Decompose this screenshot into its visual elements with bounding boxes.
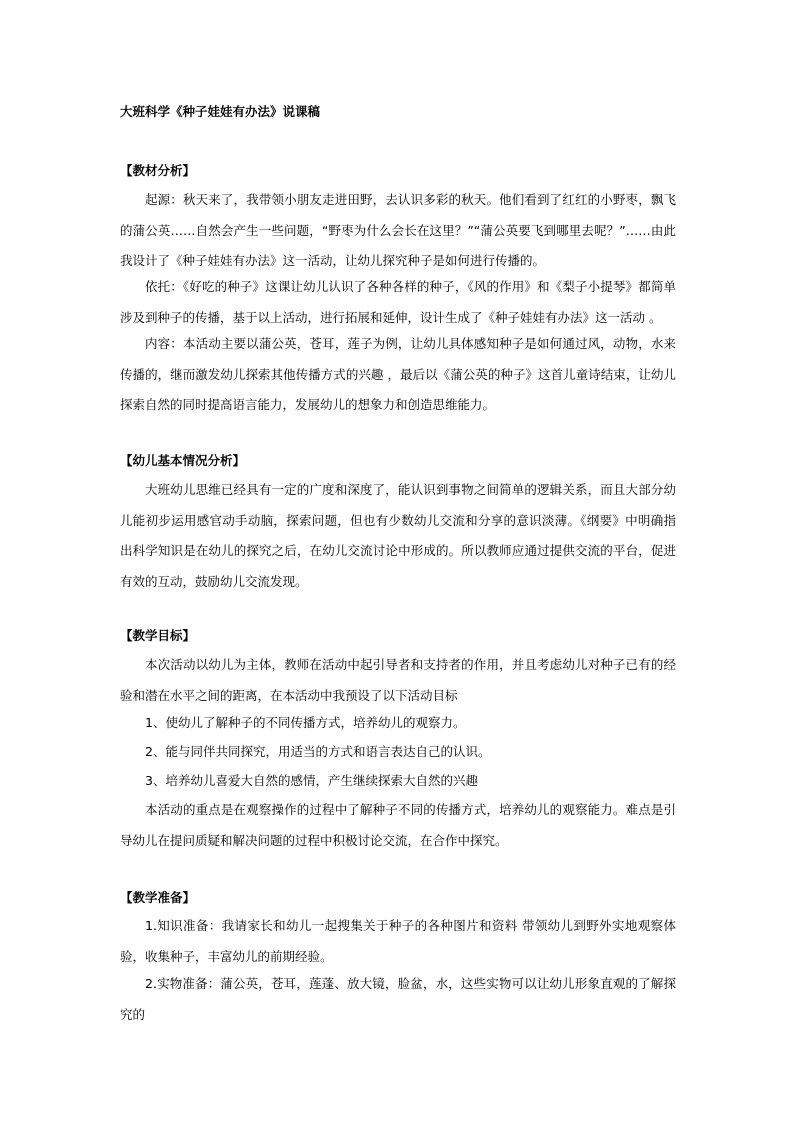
goal-item: 1、使幼儿了解种子的不同传播方式，培养幼儿的观察力。 (145, 715, 466, 730)
paragraph-origin: 起源：秋天来了，我带领小朋友走进田野，去认识多彩的秋天。他们看到了红红的小野枣，飘飞的蒲公英……自然会产生一些问题，“野枣为什么会长在这里？”“蒲公英要飞到哪里去呢？”……由此我设计了《种子娃娃有办法》这一活动，让幼儿探究种子是如何进行传播的。 (120, 192, 676, 268)
section-heading-teaching-goals: 【教学目标】 (120, 628, 196, 643)
paragraph-children-situation: 大班幼儿思维已经具有一定的广度和深度了，能认识到事物之间简单的逻辑关系，而且大部分幼儿能初步运用感官动手动脑，探索问题，但也有少数幼儿交流和分享的意识淡薄。《纲要》中明确指出科学知识是在幼儿的探究之后，在幼儿交流讨论中形成的。所以教师应通过提供交流的平台，促进有效的互动，鼓励幼儿交流发现。 (120, 482, 676, 589)
goal-item: 3、培养幼儿喜爱大自然的感情，产生继续探索大自然的兴趣 (145, 773, 478, 788)
goal-item: 2、能与同伴共同探究，用适当的方式和语言表达自己的认识。 (145, 744, 491, 759)
paragraph-basis: 依托：《好吃的种子》这课让幼儿认识了各种各样的种子，《风的作用》和《梨子小提琴》都简单涉及到种子的传播，基于以上活动，进行拓展和延伸，设计生成了《种子娃娃有办法》这一活动 。 (120, 279, 676, 325)
section-heading-teaching-preparation: 【教学准备】 (120, 890, 196, 905)
section-heading-children-analysis: 【幼儿基本情况分析】 (120, 453, 246, 468)
document-title: 大班科学《种子娃娃有办法》说课稿 (120, 104, 321, 119)
paragraph-goals-intro: 本次活动以幼儿为主体，教师在活动中起引导者和支持者的作用，并且考虑幼儿对种子已有的经验和潜在水平之间的距离，在本活动中我预设了以下活动目标 (120, 657, 676, 703)
paragraph-material-preparation: 2.实物准备：蒲公英，苍耳，莲蓬、放大镜，脸盆，水，这些实物可以让幼儿形象直观的了解探究的 (120, 976, 676, 1022)
section-heading-textbook-analysis: 【教材分析】 (120, 163, 196, 178)
paragraph-knowledge-preparation: 1.知识准备：我请家长和幼儿一起搜集关于种子的各种图片和资料 带领幼儿到野外实地观察体验，收集种子，丰富幼儿的前期经验。 (120, 918, 676, 964)
paragraph-key-points: 本活动的重点是在观察操作的过程中了解种子不同的传播方式，培养幼儿的观察能力。难点是引导幼儿在提问质疑和解决问题的过程中积极讨论交流，在合作中探究。 (120, 802, 676, 848)
paragraph-content: 内容：本活动主要以蒲公英，苍耳，莲子为例，让幼儿具体感知种子是如何通过风，动物，水来传播的，继而激发幼儿探索其他传播方式的兴趣 ，最后以《蒲公英的种子》这首儿童诗结束，让幼儿探索自然的同时提高语言能力，发展幼儿的想象力和创造思维能力。 (120, 336, 676, 412)
